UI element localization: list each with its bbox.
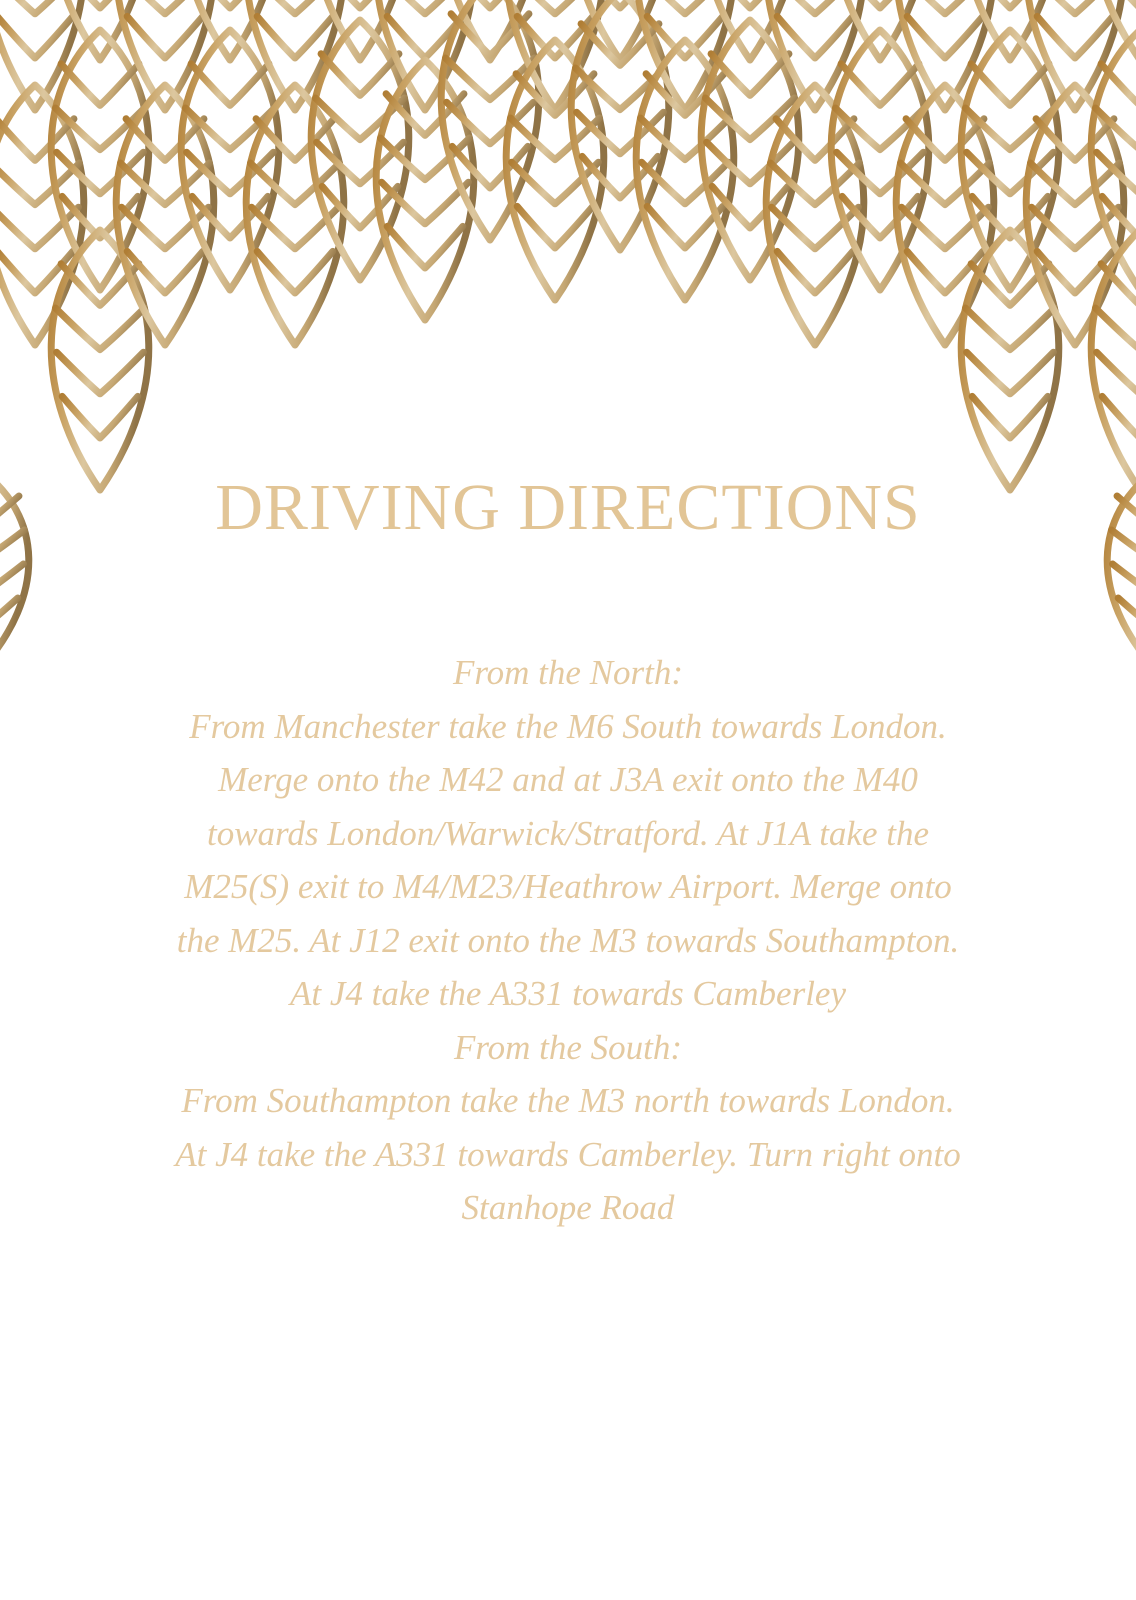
directions-line: Stanhope Road: [461, 1188, 675, 1227]
directions-line: From the South:: [453, 1027, 683, 1067]
directions-line: From Southampton take the M3 north towards London.: [181, 1081, 955, 1120]
directions-line: Merge onto the M42 and at J3A exit onto the M40: [218, 760, 918, 799]
directions-line: towards London/Warwick/Stratford. At J1A take the: [206, 813, 930, 853]
leaf-chevron: [1113, 564, 1136, 596]
directions-line: M25(S) exit to M4/M23/Heathrow Airport. Merge onto: [184, 867, 952, 906]
directions-line: At J4 take the A331 towards Camberley: [289, 974, 847, 1013]
directions-line: the M25. At J12 exit onto the M3 towards Southampton.: [176, 920, 960, 960]
leaf-chevron: [0, 564, 23, 596]
leaf-chevron: [1097, 352, 1136, 394]
leaf-chevron: [1095, 308, 1136, 350]
page-title: DRIVING DIRECTIONS: [215, 471, 921, 544]
directions-line: From the North:: [452, 653, 684, 692]
gold-leaf-ornament: [0, 0, 1136, 660]
directions-text: [120, 646, 1016, 1235]
directions-line: At J4 take the A331 towards Camberley. Turn right onto: [175, 1134, 961, 1174]
directions-line: From Manchester take the M6 South towards London.: [189, 706, 947, 746]
